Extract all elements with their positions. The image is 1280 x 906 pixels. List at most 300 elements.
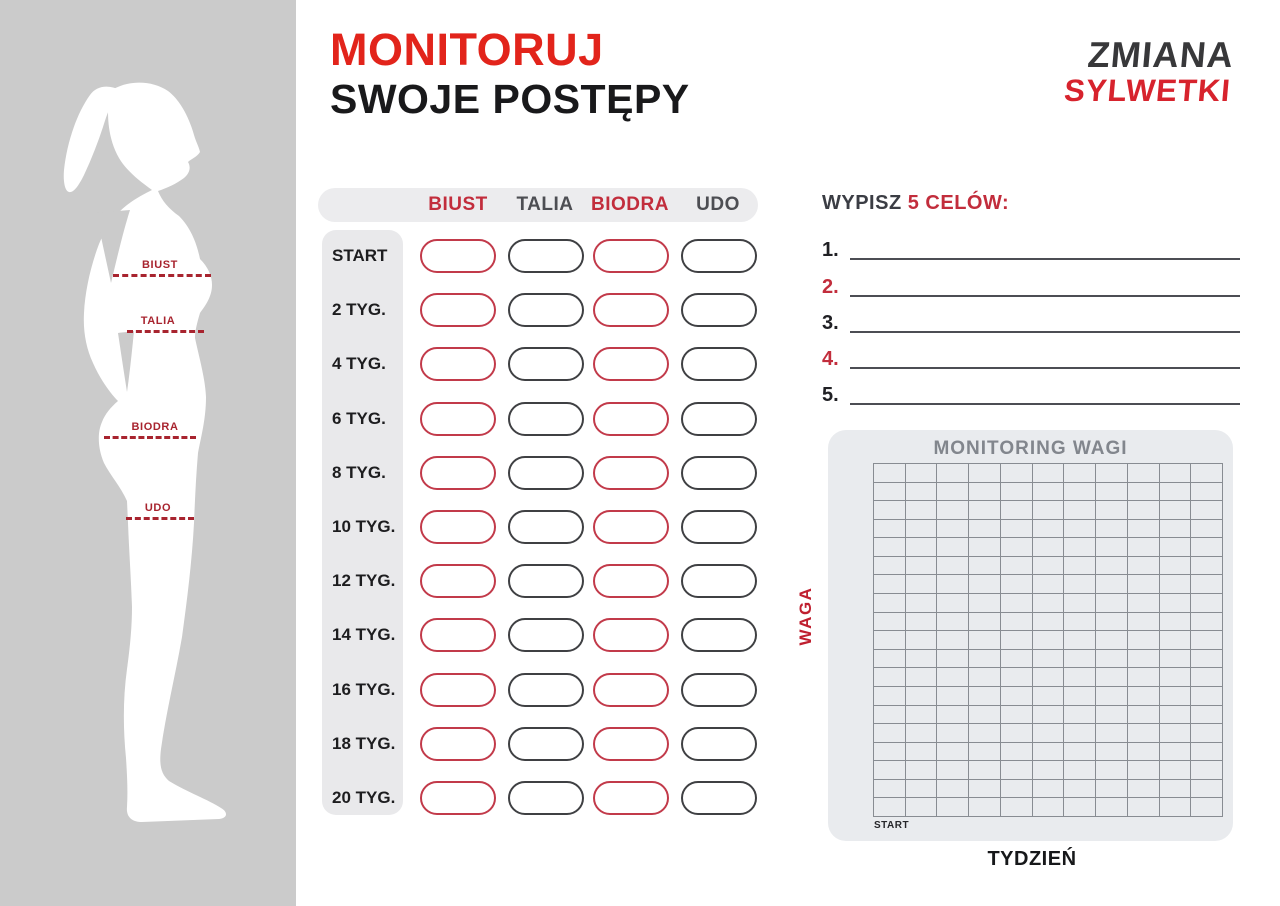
grid-cell	[874, 724, 906, 743]
grid-cell	[1096, 687, 1128, 706]
grid-cell	[1191, 575, 1223, 594]
grid-cell	[1064, 594, 1096, 613]
grid-cell	[1191, 780, 1223, 799]
grid-cell	[874, 650, 906, 669]
column-header-udo: UDO	[696, 194, 740, 215]
grid-cell	[1096, 650, 1128, 669]
grid-cell	[1001, 538, 1033, 557]
grid-cell	[1191, 631, 1223, 650]
grid-cell	[1191, 501, 1223, 520]
grid-cell	[1001, 557, 1033, 576]
grid-cell	[1128, 780, 1160, 799]
grid-cell	[1160, 724, 1192, 743]
measurement-field-udo[interactable]	[681, 347, 757, 381]
grid-cell	[1001, 613, 1033, 632]
measurement-field-udo[interactable]	[681, 564, 757, 598]
grid-cell	[1160, 557, 1192, 576]
grid-cell	[874, 464, 906, 483]
goal-input-line[interactable]	[850, 295, 1240, 297]
measurement-field-biodra[interactable]	[593, 347, 669, 381]
grid-cell	[1064, 761, 1096, 780]
grid-cell	[906, 798, 938, 817]
grid-cell	[874, 557, 906, 576]
grid-cell	[1160, 798, 1192, 817]
grid-cell	[1160, 668, 1192, 687]
grid-cell	[1160, 501, 1192, 520]
measurement-field-udo[interactable]	[681, 673, 757, 707]
measurement-field-biodra[interactable]	[593, 402, 669, 436]
grid-cell	[937, 575, 969, 594]
grid-cell	[937, 668, 969, 687]
grid-cell	[1128, 761, 1160, 780]
grid-cell	[1033, 743, 1065, 762]
grid-cell	[1001, 706, 1033, 725]
grid-cell	[937, 594, 969, 613]
grid-cell	[874, 594, 906, 613]
grid-cell	[1001, 501, 1033, 520]
grid-cell	[1160, 520, 1192, 539]
measure-dash-line-udo	[126, 517, 194, 520]
brand-logo-line1: ZMIANA	[1085, 34, 1236, 75]
grid-cell	[1001, 743, 1033, 762]
measurement-table-header	[318, 188, 758, 222]
grid-cell	[1001, 798, 1033, 817]
measurement-field-talia[interactable]	[508, 456, 584, 490]
grid-cell	[937, 613, 969, 632]
grid-cell	[1064, 520, 1096, 539]
grid-cell	[1128, 687, 1160, 706]
grid-cell	[1064, 501, 1096, 520]
goal-input-line[interactable]	[850, 367, 1240, 369]
page-title	[330, 24, 690, 122]
grid-cell	[874, 613, 906, 632]
grid-cell	[1128, 464, 1160, 483]
table-row	[318, 456, 758, 490]
grid-cell	[1001, 650, 1033, 669]
grid-cell	[1033, 520, 1065, 539]
row-label: 14 TYG.	[332, 625, 396, 644]
grid-origin-label: START	[874, 820, 910, 831]
measurement-field-udo[interactable]	[681, 781, 757, 815]
grid-cell	[1160, 483, 1192, 502]
grid-cell	[1064, 631, 1096, 650]
grid-cell	[1033, 724, 1065, 743]
row-label: 18 TYG.	[332, 734, 396, 753]
grid-cell	[1033, 631, 1065, 650]
grid-cell	[874, 761, 906, 780]
grid-cell	[874, 483, 906, 502]
grid-cell	[1096, 594, 1128, 613]
measurement-field-talia[interactable]	[508, 293, 584, 327]
grid-cell	[1160, 575, 1192, 594]
grid-cell	[937, 501, 969, 520]
grid-cell	[1096, 501, 1128, 520]
measure-dash-line-talia	[127, 330, 204, 333]
grid-cell	[906, 668, 938, 687]
measure-label-talia: TALIA	[140, 315, 176, 327]
row-label: 10 TYG.	[332, 517, 396, 536]
grid-cell	[1064, 668, 1096, 687]
measurement-field-biodra[interactable]	[593, 239, 669, 273]
row-label: START	[332, 246, 388, 265]
grid-cell	[1033, 706, 1065, 725]
grid-cell	[1033, 650, 1065, 669]
grid-cell	[969, 724, 1001, 743]
grid-cell	[1128, 631, 1160, 650]
page-title-line1: MONITORUJ	[330, 24, 604, 75]
measure-dash-line-biodra	[104, 436, 196, 439]
grid-cell	[1191, 483, 1223, 502]
row-label: 20 TYG.	[332, 788, 396, 807]
grid-cell	[1191, 613, 1223, 632]
grid-cell	[1128, 483, 1160, 502]
table-row	[318, 293, 758, 327]
grid-cell	[969, 483, 1001, 502]
grid-cell	[906, 483, 938, 502]
grid-cell	[1001, 594, 1033, 613]
measurement-field-biust[interactable]	[420, 402, 496, 436]
grid-cell	[1033, 668, 1065, 687]
grid-cell	[906, 613, 938, 632]
grid-cell	[969, 613, 1001, 632]
grid-cell	[1160, 780, 1192, 799]
grid-cell	[1096, 613, 1128, 632]
grid-cell	[1160, 594, 1192, 613]
measurement-field-biust[interactable]	[420, 673, 496, 707]
grid-cell	[1191, 464, 1223, 483]
goal-input-line[interactable]	[850, 403, 1240, 405]
grid-cell	[1001, 520, 1033, 539]
grid-cell	[1128, 668, 1160, 687]
grid-cell	[1096, 668, 1128, 687]
grid-cell	[937, 743, 969, 762]
grid-cell	[1128, 538, 1160, 557]
grid-cell	[906, 594, 938, 613]
grid-cell	[1191, 520, 1223, 539]
grid-cell	[1033, 483, 1065, 502]
grid-cell	[937, 706, 969, 725]
measurement-field-biodra[interactable]	[593, 456, 669, 490]
table-row	[318, 402, 758, 436]
grid-cell	[1033, 594, 1065, 613]
grid-cell	[1064, 706, 1096, 725]
grid-cell	[969, 631, 1001, 650]
grid-cell	[1064, 798, 1096, 817]
grid-cell	[1033, 464, 1065, 483]
grid-cell	[969, 594, 1001, 613]
grid-cell	[1191, 557, 1223, 576]
table-row	[318, 510, 758, 544]
measurement-field-talia[interactable]	[508, 564, 584, 598]
grid-cell	[1001, 483, 1033, 502]
grid-cell	[969, 501, 1001, 520]
grid-cell	[969, 761, 1001, 780]
measurement-field-udo[interactable]	[681, 618, 757, 652]
grid-cell	[1191, 538, 1223, 557]
grid-cell	[1128, 594, 1160, 613]
grid-cell	[969, 668, 1001, 687]
grid-cell	[874, 631, 906, 650]
measurement-field-biodra[interactable]	[593, 618, 669, 652]
measurement-field-biust[interactable]	[420, 618, 496, 652]
measurement-field-talia[interactable]	[508, 347, 584, 381]
measurement-field-biust[interactable]	[420, 727, 496, 761]
measurement-field-biust[interactable]	[420, 239, 496, 273]
grid-cell	[1064, 650, 1096, 669]
grid-cell	[1064, 780, 1096, 799]
grid-cell	[1033, 613, 1065, 632]
measurement-field-udo[interactable]	[681, 727, 757, 761]
grid-cell	[906, 743, 938, 762]
woman-silhouette-icon	[0, 0, 296, 906]
measurement-field-biust[interactable]	[420, 781, 496, 815]
goal-input-line[interactable]	[850, 331, 1240, 333]
measurement-field-biust[interactable]	[420, 293, 496, 327]
grid-cell	[906, 538, 938, 557]
weight-grid[interactable]	[873, 463, 1223, 817]
grid-cell	[969, 575, 1001, 594]
grid-cell	[1128, 557, 1160, 576]
measure-label-biust: BIUST	[142, 259, 178, 271]
grid-cell	[937, 464, 969, 483]
grid-cell	[1128, 724, 1160, 743]
grid-cell	[937, 780, 969, 799]
grid-cell	[1096, 520, 1128, 539]
grid-cell	[1096, 575, 1128, 594]
goal-number: 2.	[822, 276, 839, 298]
grid-cell	[906, 520, 938, 539]
y-axis-label: WAGA	[796, 586, 815, 646]
grid-cell	[1033, 538, 1065, 557]
table-row	[318, 618, 758, 652]
grid-cell	[969, 650, 1001, 669]
measurement-field-talia[interactable]	[508, 727, 584, 761]
measurement-field-talia[interactable]	[508, 618, 584, 652]
measurement-field-biodra[interactable]	[593, 727, 669, 761]
measurement-field-biodra[interactable]	[593, 564, 669, 598]
goals-heading-prefix: WYPISZ	[822, 192, 908, 214]
grid-cell	[1001, 687, 1033, 706]
grid-cell	[906, 780, 938, 799]
weight-monitoring-card	[828, 430, 1233, 841]
grid-cell	[1128, 575, 1160, 594]
grid-cell	[1096, 743, 1128, 762]
table-row	[318, 347, 758, 381]
grid-cell	[1096, 464, 1128, 483]
grid-cell	[1096, 631, 1128, 650]
goal-number: 1.	[822, 239, 839, 261]
grid-cell	[969, 780, 1001, 799]
measurement-field-udo[interactable]	[681, 402, 757, 436]
grid-cell	[1191, 650, 1223, 669]
grid-cell	[1064, 538, 1096, 557]
row-label: 4 TYG.	[332, 354, 386, 373]
grid-cell	[1191, 668, 1223, 687]
grid-cell	[937, 761, 969, 780]
column-header-biust: BIUST	[428, 194, 488, 215]
grid-cell	[969, 687, 1001, 706]
measurement-field-biodra[interactable]	[593, 781, 669, 815]
grid-cell	[1064, 613, 1096, 632]
grid-cell	[874, 668, 906, 687]
grid-cell	[1160, 743, 1192, 762]
table-row	[318, 564, 758, 598]
grid-cell	[1064, 557, 1096, 576]
measurement-field-udo[interactable]	[681, 293, 757, 327]
measurement-field-biust[interactable]	[420, 564, 496, 598]
grid-cell	[1160, 687, 1192, 706]
grid-cell	[1160, 538, 1192, 557]
grid-cell	[1160, 650, 1192, 669]
grid-cell	[937, 724, 969, 743]
grid-cell	[906, 761, 938, 780]
grid-cell	[937, 483, 969, 502]
row-label: 8 TYG.	[332, 463, 386, 482]
measurement-field-biodra[interactable]	[593, 510, 669, 544]
goal-number: 5.	[822, 384, 839, 406]
measurement-field-talia[interactable]	[508, 781, 584, 815]
grid-cell	[1128, 613, 1160, 632]
grid-cell	[906, 650, 938, 669]
grid-cell	[874, 575, 906, 594]
measure-label-udo: UDO	[144, 502, 172, 514]
grid-cell	[937, 538, 969, 557]
grid-cell	[1191, 687, 1223, 706]
grid-cell	[1128, 520, 1160, 539]
grid-cell	[1033, 687, 1065, 706]
grid-cell	[1160, 706, 1192, 725]
measurement-field-biodra[interactable]	[593, 293, 669, 327]
grid-cell	[874, 743, 906, 762]
grid-cell	[874, 501, 906, 520]
measurement-field-udo[interactable]	[681, 239, 757, 273]
table-row	[318, 727, 758, 761]
grid-cell	[1064, 724, 1096, 743]
grid-cell	[1128, 706, 1160, 725]
column-header-biodra: BIODRA	[591, 194, 669, 215]
grid-cell	[1064, 687, 1096, 706]
goals-heading-accent: 5 CELÓW:	[907, 192, 1010, 214]
grid-cell	[1191, 706, 1223, 725]
grid-cell	[1128, 743, 1160, 762]
grid-cell	[906, 631, 938, 650]
table-row	[318, 781, 758, 815]
grid-cell	[1096, 483, 1128, 502]
grid-cell	[1064, 464, 1096, 483]
grid-cell	[1001, 780, 1033, 799]
grid-cell	[906, 724, 938, 743]
grid-cell	[874, 687, 906, 706]
grid-cell	[1001, 575, 1033, 594]
page-title-line2: SWOJE POSTĘPY	[330, 76, 690, 122]
grid-cell	[1160, 631, 1192, 650]
grid-cell	[937, 650, 969, 669]
grid-cell	[906, 501, 938, 520]
grid-cell	[1096, 798, 1128, 817]
grid-cell	[906, 464, 938, 483]
grid-cell	[1064, 575, 1096, 594]
measurement-field-talia[interactable]	[508, 673, 584, 707]
grid-cell	[874, 706, 906, 725]
grid-cell	[1001, 761, 1033, 780]
grid-cell	[1033, 780, 1065, 799]
grid-cell	[906, 557, 938, 576]
grid-cell	[1064, 743, 1096, 762]
grid-cell	[1001, 631, 1033, 650]
table-row	[318, 239, 758, 273]
grid-cell	[1096, 538, 1128, 557]
grid-cell	[1096, 557, 1128, 576]
grid-cell	[1096, 780, 1128, 799]
grid-cell	[1160, 613, 1192, 632]
weight-chart-title: MONITORING WAGI	[933, 438, 1128, 459]
x-axis-label: TYDZIEŃ	[987, 848, 1077, 870]
grid-cell	[906, 706, 938, 725]
measurement-field-biust[interactable]	[420, 510, 496, 544]
grid-cell	[1191, 798, 1223, 817]
goal-number: 4.	[822, 348, 839, 370]
measurement-field-talia[interactable]	[508, 510, 584, 544]
silhouette-panel	[0, 0, 296, 906]
measurement-field-udo[interactable]	[681, 456, 757, 490]
grid-cell	[937, 687, 969, 706]
grid-cell	[1191, 743, 1223, 762]
brand-logo-line2: SYLWETKI	[1062, 73, 1232, 108]
grid-cell	[906, 575, 938, 594]
grid-cell	[874, 538, 906, 557]
table-row	[318, 673, 758, 707]
grid-cell	[874, 520, 906, 539]
grid-cell	[969, 798, 1001, 817]
measurement-field-biodra[interactable]	[593, 673, 669, 707]
measurement-field-talia[interactable]	[508, 402, 584, 436]
grid-cell	[1191, 724, 1223, 743]
grid-cell	[906, 687, 938, 706]
grid-cell	[1096, 761, 1128, 780]
grid-cell	[1064, 483, 1096, 502]
row-label: 12 TYG.	[332, 571, 396, 590]
grid-cell	[1096, 724, 1128, 743]
column-header-talia: TALIA	[516, 194, 574, 215]
measurement-field-biust[interactable]	[420, 347, 496, 381]
grid-cell	[937, 631, 969, 650]
goal-input-line[interactable]	[850, 258, 1240, 260]
grid-cell	[1160, 464, 1192, 483]
grid-cell	[1001, 464, 1033, 483]
grid-cell	[969, 520, 1001, 539]
goals-heading	[822, 192, 1009, 215]
measurement-field-udo[interactable]	[681, 510, 757, 544]
grid-cell	[937, 557, 969, 576]
row-label: 16 TYG.	[332, 680, 396, 699]
grid-cell	[1033, 798, 1065, 817]
grid-cell	[937, 798, 969, 817]
grid-cell	[969, 538, 1001, 557]
grid-cell	[969, 557, 1001, 576]
row-label: 6 TYG.	[332, 409, 386, 428]
grid-cell	[1128, 650, 1160, 669]
grid-cell	[1033, 557, 1065, 576]
grid-cell	[1033, 575, 1065, 594]
grid-cell	[1191, 594, 1223, 613]
grid-cell	[969, 743, 1001, 762]
row-label: 2 TYG.	[332, 300, 386, 319]
grid-cell	[1001, 724, 1033, 743]
grid-cell	[874, 780, 906, 799]
measurement-field-talia[interactable]	[508, 239, 584, 273]
measurement-field-biust[interactable]	[420, 456, 496, 490]
grid-cell	[1191, 761, 1223, 780]
